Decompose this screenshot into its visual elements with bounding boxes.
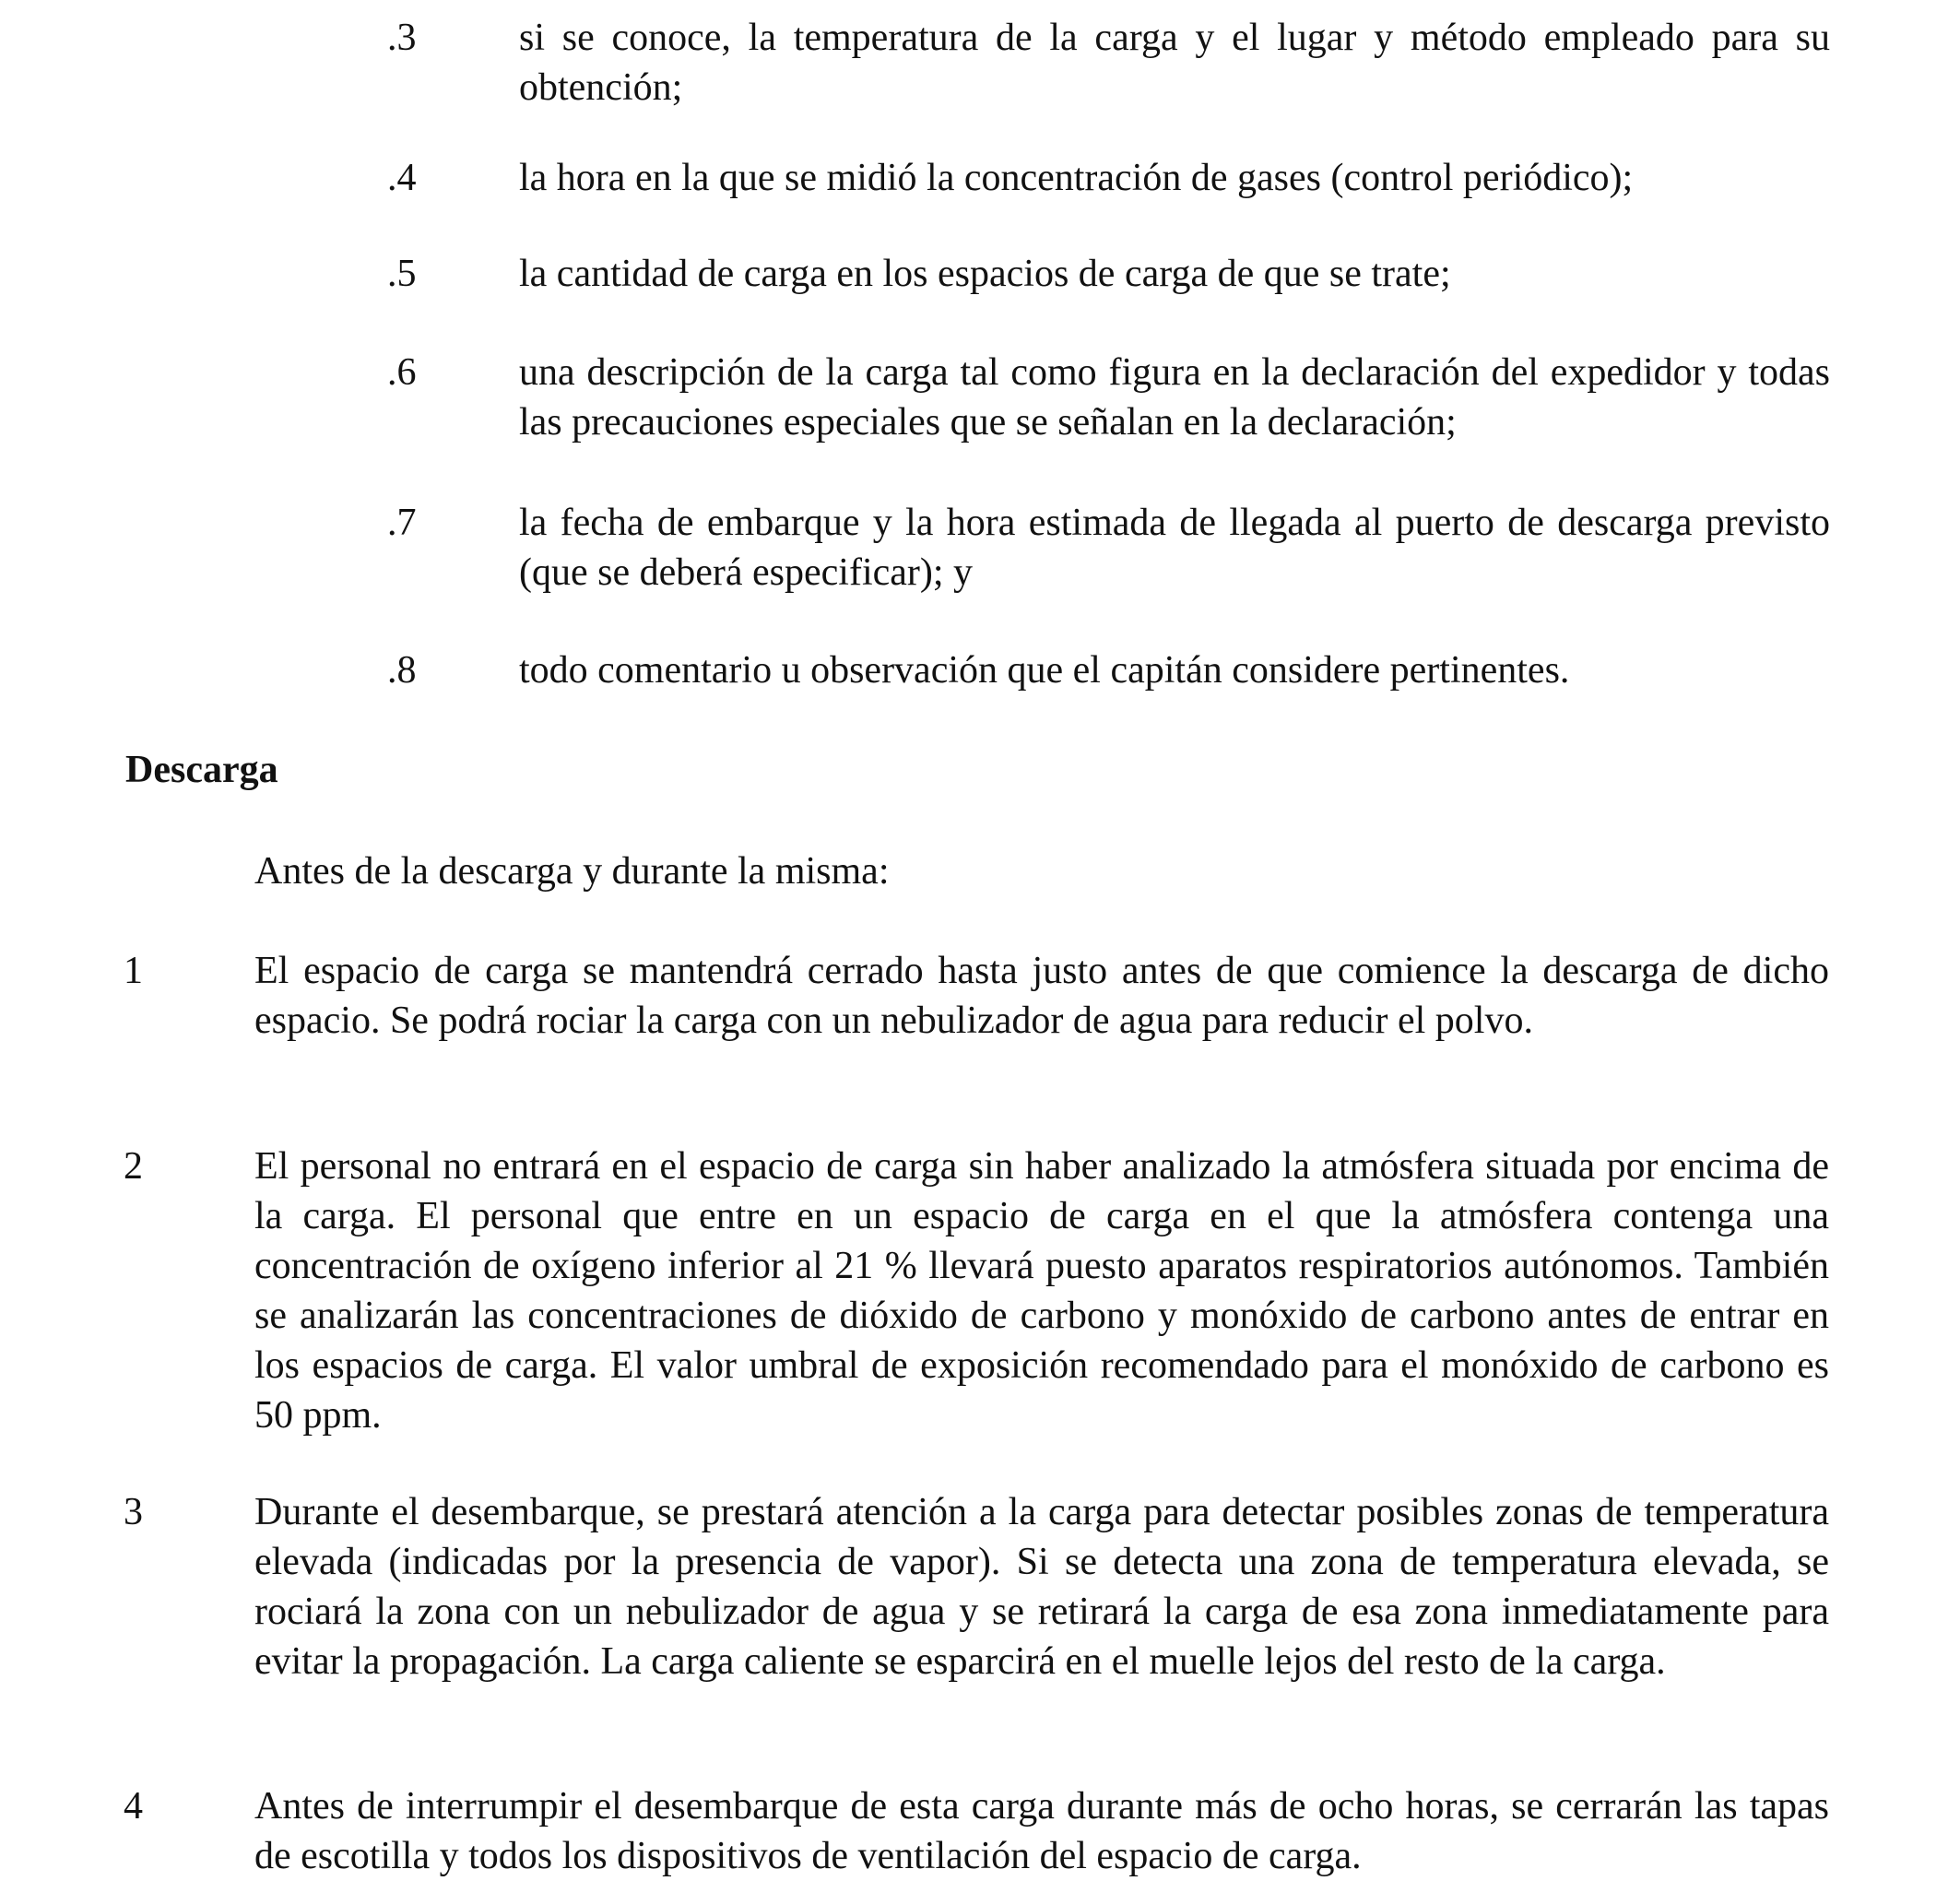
- sub-item-text: una descripción de la carga tal como figura en la declaración del expedidor y todas las precauciones especiales que se señalan en la declaración;: [519, 351, 1830, 444]
- paragraph-number: 2: [124, 1145, 143, 1188]
- paragraph-text: El espacio de carga se mantendrá cerrado hasta justo antes de que comience la descarga de dicho espacio. Se podrá rociar la carga con un nebulizador de agua para reducir el polvo.: [254, 950, 1829, 1042]
- section-heading: Descarga: [125, 749, 278, 791]
- paragraph-number: 3: [124, 1491, 143, 1533]
- sub-item-number: .3: [387, 17, 417, 59]
- sub-item-number: .5: [387, 253, 417, 295]
- sub-item-number: .6: [387, 351, 417, 394]
- paragraph-text: El personal no entrará en el espacio de carga sin haber analizado la atmósfera situada por encima de la carga. El personal que entre en un espacio de carga en el que la atmósfera contenga una concentración de oxígeno inferior al 21 % llevará puesto aparatos respiratorios autónomos. También se analizarán las concentraciones de dióxido de carbono y monóxido de carbono antes de entrar en los espacios de carga. El valor umbral de exposición recomendado para el monóxido de carbono es 50 ppm.: [254, 1145, 1829, 1437]
- paragraph-number: 4: [124, 1785, 143, 1828]
- section-intro: Antes de la descarga y durante la misma:: [254, 850, 890, 893]
- sub-item-text: la cantidad de carga en los espacios de carga de que se trate;: [519, 253, 1451, 295]
- sub-item-number: .8: [387, 649, 417, 692]
- paragraph-text: Antes de interrumpir el desembarque de esta carga durante más de ocho horas, se cerrarán las tapas de escotilla y todos los dispositivos de ventilación del espacio de carga.: [254, 1785, 1829, 1877]
- paragraph-number: 1: [124, 950, 143, 992]
- sub-item-number: .7: [387, 502, 417, 544]
- sub-item-text: todo comentario u observación que el capitán considere pertinentes.: [519, 649, 1570, 692]
- paragraph-text: Durante el desembarque, se prestará atención a la carga para detectar posibles zonas de temperatura elevada (indicadas por la presencia de vapor). Si se detecta una zona de temperatura elevada, se rociará la zona con un nebulizador de agua y se retirará la carga de esa zona inmediatamente para evitar la propagación. La carga caliente se esparcirá en el muelle lejos del resto de la carga.: [254, 1491, 1829, 1683]
- sub-item-number: .4: [387, 157, 417, 199]
- sub-item-text: la hora en la que se midió la concentración de gases (control periódico);: [519, 157, 1634, 199]
- sub-item-text: si se conoce, la temperatura de la carga y el lugar y método empleado para su obtención;: [519, 17, 1830, 109]
- sub-item-text: la fecha de embarque y la hora estimada de llegada al puerto de descarga previsto (que se deberá especificar); y: [519, 502, 1830, 594]
